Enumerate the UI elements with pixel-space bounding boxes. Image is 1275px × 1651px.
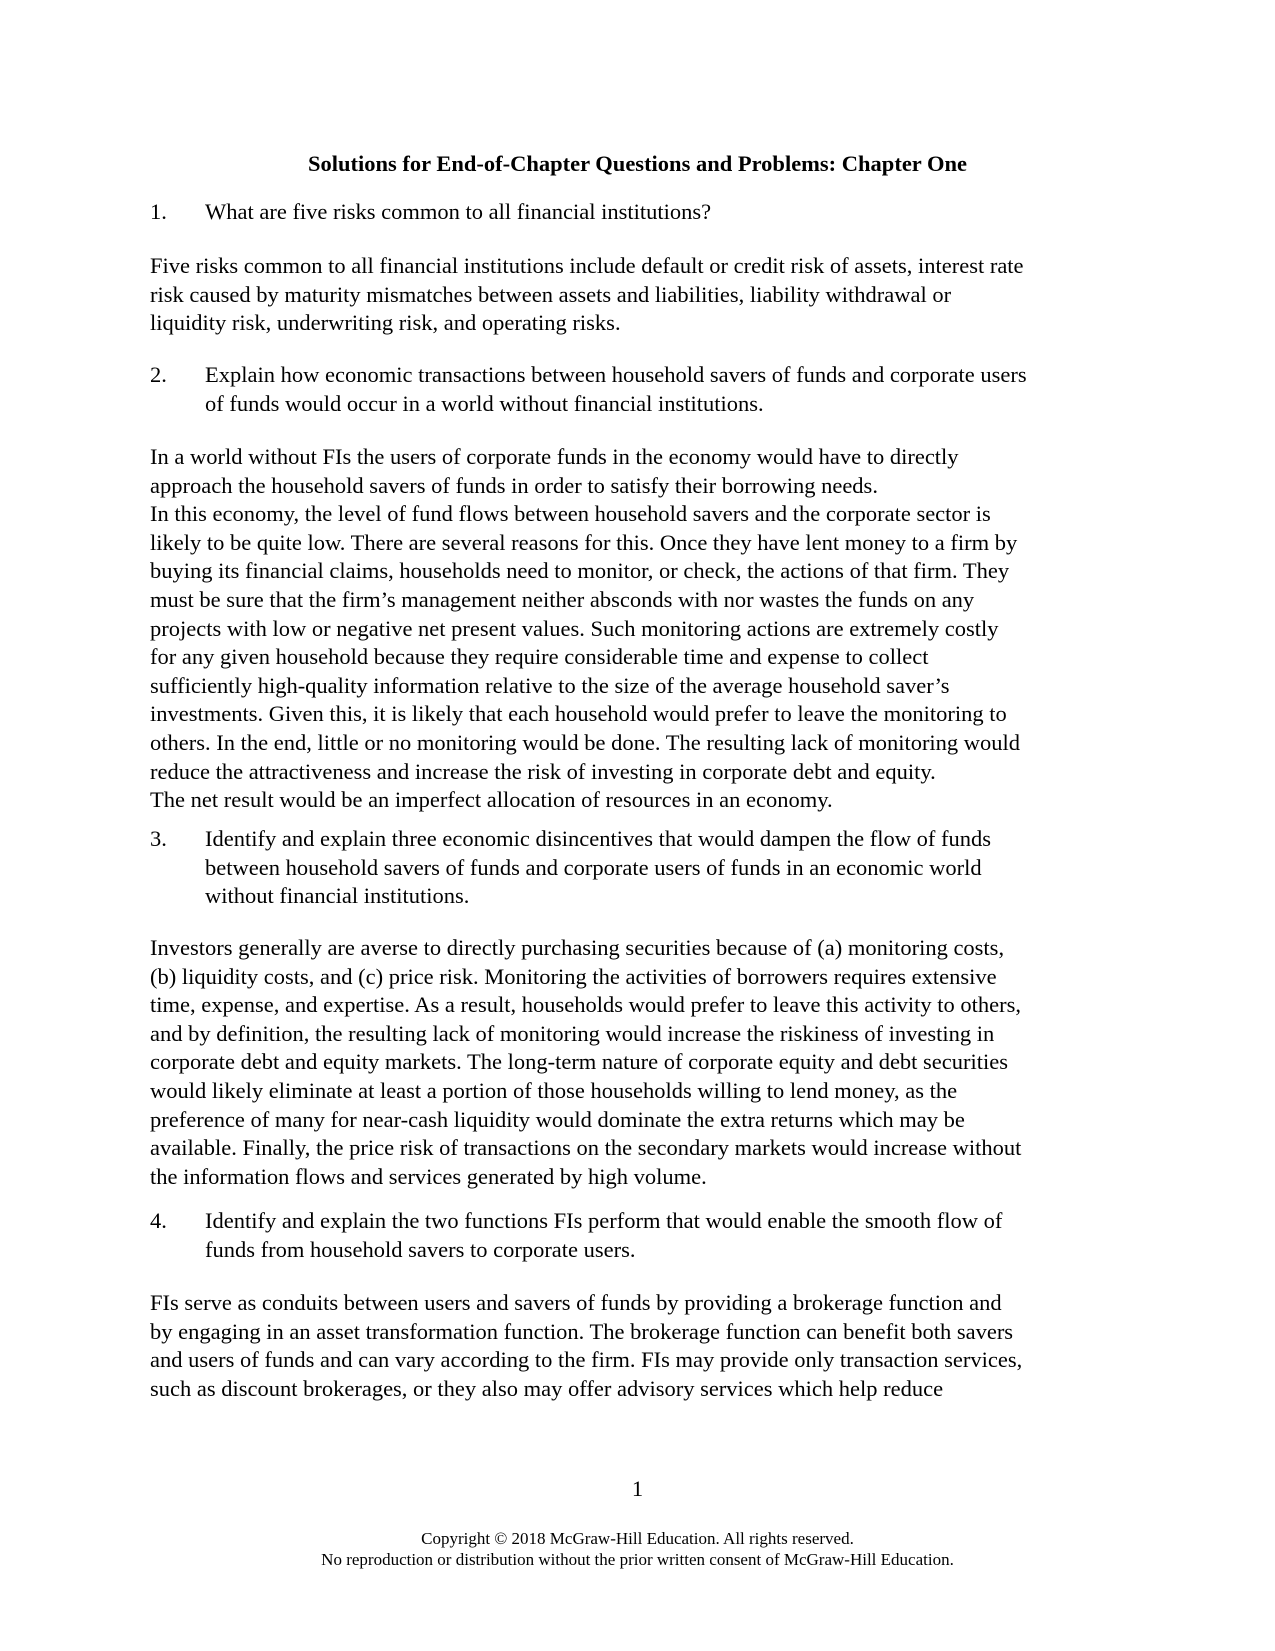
answer-4 (150, 1289, 1125, 1403)
question-line: funds from household savers to corporate users. (205, 1236, 636, 1262)
page-title: Solutions for End-of-Chapter Questions and Problems: Chapter One (307, 151, 968, 176)
answer-line: Investors generally are averse to directly purchasing securities because of (a) monitoring costs, (150, 935, 1005, 960)
question-line: Identify and explain three economic disincentives that would dampen the flow of funds (205, 826, 992, 851)
answer-line: In this economy, the level of fund flows between household savers and the corporate sector is (150, 501, 991, 527)
answer-line: risk caused by maturity mismatches between assets and liabilities, liability withdrawal or (150, 281, 952, 307)
answer-line: preference of many for near-cash liquidity would dominate the extra returns which may be (150, 1106, 965, 1132)
answer-line: corporate debt and equity markets. The long-term nature of corporate equity and debt securities (150, 1049, 1009, 1075)
answer-line: (b) liquidity costs, and (c) price risk. Monitoring the activities of borrowers requires extensive (150, 963, 997, 989)
question-text (205, 825, 1125, 911)
answer-line: likely to be quite low. There are several reasons for this. Once they have lent money to a firm by (150, 529, 1018, 555)
copyright-footer (0, 1528, 1275, 1570)
question-number: 3. (150, 826, 167, 851)
answer-line: and users of funds and can vary according to the firm. FIs may provide only transaction services, (150, 1347, 1023, 1373)
question-text (205, 198, 1125, 227)
answer-line: and by definition, the resulting lack of monitoring would increase the riskiness of investing in (150, 1020, 995, 1046)
answer-line: projects with low or negative net present values. Such monitoring actions are extremely costly (150, 615, 999, 641)
question-number: 1. (150, 199, 167, 224)
answer-line: time, expense, and expertise. As a result, households would prefer to leave this activity to others, (150, 992, 1022, 1018)
question-text (205, 1207, 1125, 1264)
question-text (205, 361, 1125, 418)
copyright-line: Copyright © 2018 McGraw-Hill Education. All rights reserved. (421, 1529, 854, 1548)
answer-line: sufficiently high-quality information relative to the size of the average household saver’s (150, 672, 950, 698)
answer-line: liquidity risk, underwriting risk, and operating risks. (150, 310, 621, 336)
question-line: Identify and explain the two functions FIs perform that would enable the smooth flow of (205, 1208, 1003, 1233)
page-number: 1 (631, 1476, 644, 1501)
answer-3 (150, 934, 1125, 1191)
answer-line: must be sure that the firm’s management neither absconds with nor wastes the funds on any (150, 586, 975, 612)
answer-1 (150, 252, 1125, 338)
answer-line: Five risks common to all financial institutions include default or credit risk of assets, interest rate (150, 253, 1024, 278)
answer-line: In a world without FIs the users of corporate funds in the economy would have to directly (150, 444, 959, 469)
answer-line: The net result would be an imperfect allocation of resources in an economy. (150, 787, 833, 813)
answer-line: such as discount brokerages, or they also may offer advisory services which help reduce (150, 1375, 944, 1401)
question-number: 4. (150, 1208, 167, 1233)
question-line: What are five risks common to all financial institutions? (205, 199, 712, 224)
answer-line: the information flows and services generated by high volume. (150, 1163, 707, 1189)
answer-line: available. Finally, the price risk of transactions on the secondary markets would increase without (150, 1135, 1022, 1161)
answer-line: others. In the end, little or no monitoring would be done. The resulting lack of monitoring would (150, 729, 1021, 755)
answer-line: by engaging in an asset transformation function. The brokerage function can benefit both savers (150, 1318, 1014, 1344)
question-line: of funds would occur in a world without financial institutions. (205, 390, 764, 416)
answer-line: reduce the attractiveness and increase the risk of investing in corporate debt and equity. (150, 758, 936, 784)
question-line: between household savers of funds and corporate users of funds in an economic world (205, 854, 982, 880)
answer-line: approach the household savers of funds in order to satisfy their borrowing needs. (150, 472, 878, 498)
answer-line: investments. Given this, it is likely that each household would prefer to leave the monitoring to (150, 701, 1007, 727)
question-number: 2. (150, 362, 167, 387)
answer-line: FIs serve as conduits between users and savers of funds by providing a brokerage function and (150, 1290, 1002, 1315)
question-line: Explain how economic transactions between household savers of funds and corporate users (205, 362, 1027, 387)
answer-2 (150, 443, 1125, 815)
answer-line: for any given household because they require considerable time and expense to collect (150, 644, 929, 670)
question-line: without financial institutions. (205, 883, 470, 909)
reproduction-notice: No reproduction or distribution without the prior written consent of McGraw-Hill Education. (321, 1550, 954, 1569)
answer-line: would likely eliminate at least a portion of those households willing to lend money, as the (150, 1077, 958, 1103)
answer-line: buying its financial claims, households need to monitor, or check, the actions of that firm. They (150, 558, 1010, 584)
